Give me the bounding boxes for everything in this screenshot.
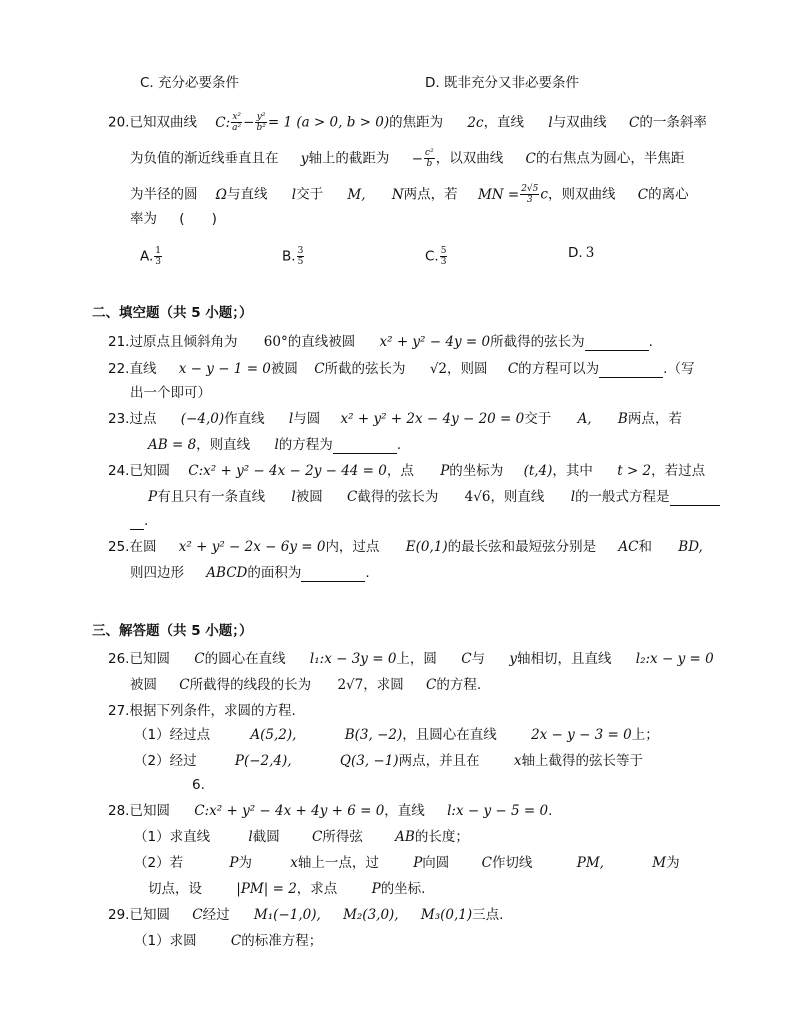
q26-line-1: 26.已知圆 C的圆心在直线 l₁:x − 3y = 0上，圆 C与 y轴相切，且直线 l₂:x − y = 0 xyxy=(108,651,714,667)
q25-line-2: 则四边形 ABCD的面积为 . xyxy=(130,565,370,581)
answer-blank[interactable] xyxy=(599,363,663,378)
q28-line-1: 28.已知圆 C:x² + y² − 4x + 4y + 6 = 0，直线 l:x − y − 5 = 0. xyxy=(108,803,553,819)
answer-blank[interactable] xyxy=(333,439,397,454)
q27-part-2-cont: 6. xyxy=(192,777,205,793)
question-number: 22. xyxy=(108,361,130,377)
q29-part-1: （1）求圆 C的标准方程； xyxy=(134,933,323,949)
q20-option-c: C. $\frac{5}{3}$ xyxy=(425,246,447,267)
q26-line-2: 被圆 C所截得的线段的长为 2√7，求圆 C的方程. xyxy=(130,677,482,693)
question-number: 25. xyxy=(108,539,130,555)
answer-blank[interactable] xyxy=(670,491,720,506)
question-number: 21. xyxy=(108,334,130,350)
question-number: 24. xyxy=(108,463,130,479)
question-number: 28. xyxy=(108,803,130,819)
question-number: 23. xyxy=(108,411,130,427)
q27-part-1: （1）经过点 A(5,2), B(3, −2)，且圆心在直线 2x − y − 3 = 0上； xyxy=(134,727,659,743)
q29-line-1: 29.已知圆 C经过 M₁(−1,0), M₂(3,0), M₃(0,1)三点. xyxy=(108,907,504,923)
q19-option-d: D. 既非充分又非必要条件 xyxy=(425,75,579,91)
answer-parentheses: ( ) xyxy=(179,211,217,227)
q20-line-4: 率为 ( ) xyxy=(130,211,217,227)
q19-option-c: C. 充分必要条件 xyxy=(140,75,240,91)
q20-line-3: 为半径的圆 Ω与直线 l交于 M, N两点，若 MN = $\frac{2√5}{3}$ c，则双曲线 C的离心 xyxy=(130,184,689,205)
section-solutions-title: 三、解答题（共 5 小题；） xyxy=(92,623,253,639)
q27-line-1: 27.根据下列条件，求圆的方程. xyxy=(108,703,296,719)
q22-line-2: 出一个即可） xyxy=(130,385,211,401)
q28-part-2-cont: 切点，设 |PM| = 2，求点 P的坐标. xyxy=(148,881,426,897)
q28-part-1: （1）求直线 l截圆 C所得弦 AB的长度； xyxy=(134,829,469,845)
q24-line-1: 24.已知圆 C:x² + y² − 4x − 2y − 44 = 0，点 P的坐标为 (t,4)，其中 t > 2，若过点 xyxy=(108,463,706,479)
q20-option-b: B. $\frac{3}{5}$ xyxy=(282,246,304,267)
q20-option-a: A. $\frac{1}{3}$ xyxy=(140,246,162,267)
q20-option-d: D. 3 xyxy=(568,245,595,261)
section-fill-in-title: 二、填空题（共 5 小题；） xyxy=(92,305,253,321)
q23-line-1: 23.过点 (−4,0)作直线 l与圆 x² + y² + 2x − 4y − 20 = 0交于 A, B两点，若 xyxy=(108,411,682,427)
q22-line-1: 22.直线 x − y − 1 = 0被圆 C所截的弦长为 √2，则圆 C的方程可以为 .（写 xyxy=(108,361,695,377)
q24-line-2: P有且只有一条直线 l被圆 C截得的弦长为 4√6，则直线 l的一般式方程是 xyxy=(148,488,720,506)
q28-part-2: （2）若 P为 x轴上一点，过 P向圆 C作切线 PM, M为 xyxy=(134,855,680,871)
question-number: 27. xyxy=(108,703,130,719)
question-number: 26. xyxy=(108,651,130,667)
q23-line-2: AB = 8，则直线 l的方程为 . xyxy=(148,437,402,453)
answer-blank-continued[interactable] xyxy=(130,515,144,530)
q20-line-1: 20.已知双曲线 C: $\frac{\text{x²}}{\text{a²}}$ − $\frac{\text{y²}}{\text{b²}}$ = 1 (a > 0, b > 0)的焦距为 2c，直线 l与双曲线 C的一条斜率 xyxy=(108,112,707,133)
q27-part-2: （2）经过 P(−2,4), Q(3, −1)两点，并且在 x轴上截得的弦长等于 xyxy=(134,753,643,769)
q21-line-1: 21.过原点且倾斜角为 60°的直线被圆 x² + y² − 4y = 0所截得的弦长为 . xyxy=(108,334,653,350)
question-number: 20. xyxy=(108,114,130,131)
answer-blank[interactable] xyxy=(301,567,365,582)
question-number: 29. xyxy=(108,907,130,923)
q24-line-3: . xyxy=(130,512,148,530)
q20-line-2: 为负值的渐近线垂直且在 y轴上的截距为 − $\frac{\text{c²}}{b}$ ，以双曲线 C的右焦点为圆心，半焦距 xyxy=(130,148,685,169)
answer-blank[interactable] xyxy=(585,336,649,351)
q25-line-1: 25.在圆 x² + y² − 2x − 6y = 0内，过点 E(0,1)的最长弦和最短弦分别是 AC和 BD, xyxy=(108,539,703,555)
